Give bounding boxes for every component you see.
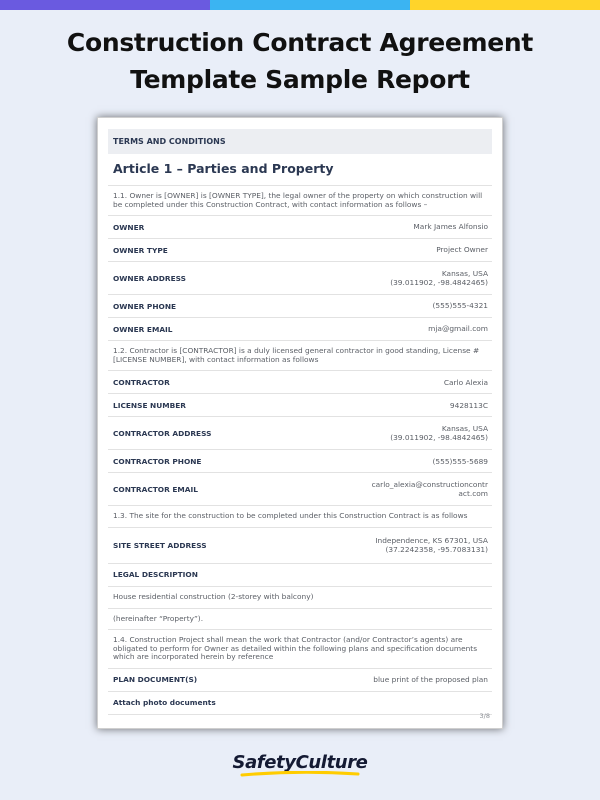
field-label: OWNER [113, 222, 145, 232]
field-contractor-phone [108, 450, 492, 473]
top-color-bar [0, 0, 600, 10]
field-contractor-address [108, 417, 492, 450]
field-value: (555)555-5689 [432, 456, 488, 466]
paragraph-1-4: 1.4. Construction Project shall mean the work that Contractor (and/or Contractor’s agents) are obligated to perform for Owner as detailed within the following plans and specification documents which are incorporated herein by reference [108, 630, 492, 669]
field-plan-documents [108, 669, 492, 692]
field-value: carlo_alexia@constructioncontr act.com [371, 479, 488, 499]
paragraph-1-2: 1.2. Contractor is [CONTRACTOR] is a duly licensed general contractor in good standing, License #[LICENSE NUMBER], with contact information as follows [108, 341, 492, 371]
field-site-street-address [108, 528, 492, 564]
field-contractor [108, 371, 492, 394]
top-bar-blue [210, 0, 410, 10]
page-title-line-2: Template Sample Report [130, 65, 470, 94]
field-owner-email [108, 318, 492, 341]
field-value: Project Owner [436, 245, 488, 255]
article-title: Article 1 – Parties and Property [108, 154, 492, 186]
page-number: 3/8 [479, 712, 490, 720]
field-owner-type [108, 239, 492, 262]
report-content [108, 129, 492, 715]
brand-name: SafetyCulture [232, 752, 368, 773]
hereinafter-note: (hereinafter “Property”). [108, 609, 492, 631]
field-label: OWNER PHONE [113, 301, 177, 311]
field-value: blue print of the proposed plan [373, 675, 488, 685]
brand-logo [0, 752, 600, 777]
field-value: (555)555-4321 [432, 301, 488, 311]
page-title [0, 24, 600, 98]
field-label: OWNER TYPE [113, 245, 168, 255]
field-value: mja@gmail.com [428, 324, 488, 334]
field-label: CONTRACTOR [113, 377, 170, 387]
field-value: Mark James Alfonsio [413, 222, 488, 232]
field-value: Carlo Alexia [443, 377, 488, 387]
report-page [97, 117, 503, 729]
field-owner-phone [108, 295, 492, 318]
field-owner [108, 216, 492, 239]
field-value: Kansas, USA (39.011902, -98.4842465) [390, 268, 488, 288]
paragraph-1-3: 1.3. The site for the construction to be completed under this Construction Contract is as follows [108, 506, 492, 528]
field-label: SITE STREET ADDRESS [113, 540, 207, 550]
field-label: OWNER ADDRESS [113, 273, 186, 283]
field-attach-photo [108, 692, 492, 715]
field-owner-address [108, 262, 492, 295]
paragraph-1-1: 1.1. Owner is [OWNER] is [OWNER TYPE], the legal owner of the property on which construction will be completed under this Construction Contract, with contact information as follows – [108, 186, 492, 216]
top-bar-purple [0, 0, 210, 10]
top-bar-yellow [410, 0, 600, 10]
field-value: 9428113C [449, 400, 488, 410]
field-label: OWNER EMAIL [113, 324, 173, 334]
field-value: Independence, KS 67301, USA (37.2242358, -95.7083131) [375, 536, 488, 555]
field-label: PLAN DOCUMENT(S) [113, 675, 198, 685]
field-contractor-email [108, 473, 492, 506]
field-legal-description [108, 564, 492, 587]
field-label: Attach photo documents [113, 698, 216, 708]
field-license-number [108, 394, 492, 417]
field-label: CONTRACTOR PHONE [113, 456, 202, 466]
field-label: CONTRACTOR ADDRESS [113, 428, 212, 438]
field-label: LICENSE NUMBER [113, 400, 186, 410]
section-header: TERMS AND CONDITIONS [108, 129, 492, 154]
field-label: CONTRACTOR EMAIL [113, 484, 198, 494]
field-label: LEGAL DESCRIPTION [113, 570, 198, 580]
page-title-line-1: Construction Contract Agreement [66, 28, 534, 57]
field-value: Kansas, USA (39.011902, -98.4842465) [390, 423, 488, 443]
legal-description-value: House residential construction (2-storey with balcony) [108, 587, 492, 609]
